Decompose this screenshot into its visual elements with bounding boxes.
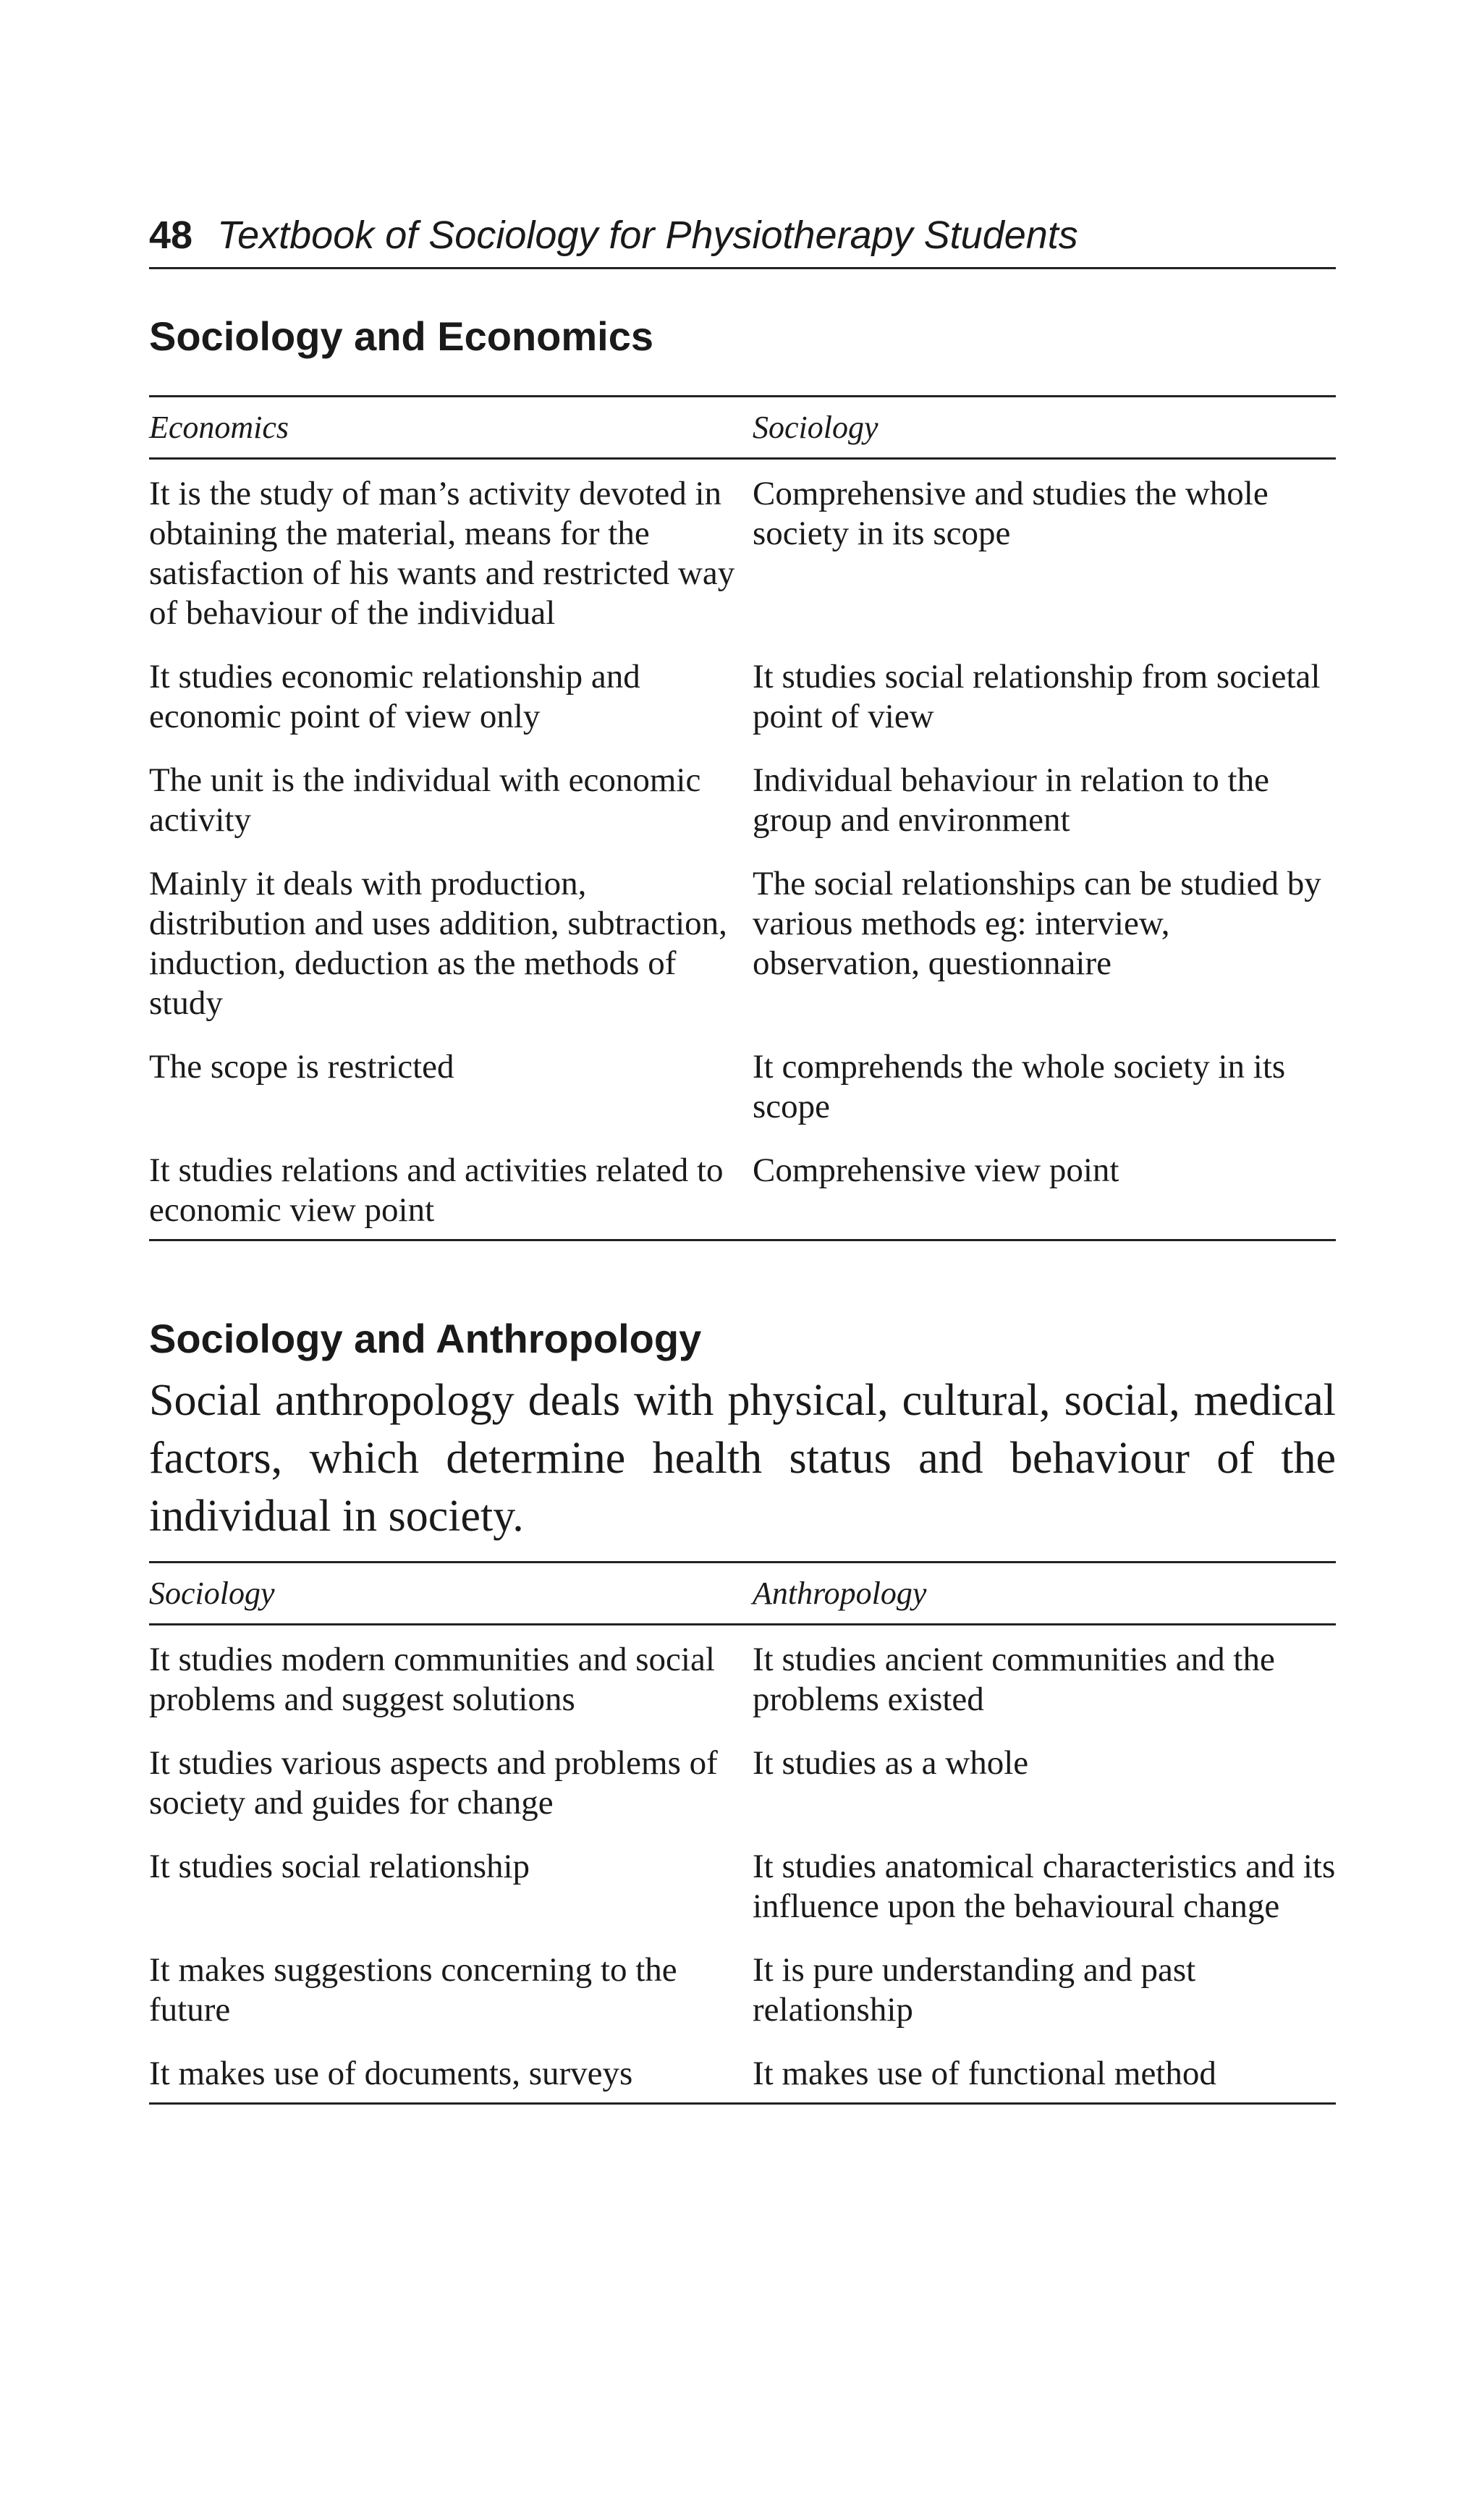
section-heading-anthropology: Sociology and Anthropology (149, 1315, 702, 1361)
table-cell: It studies social relationship (149, 1847, 530, 1885)
table-cell: It comprehends the whole society in its scope (753, 1047, 1286, 1125)
table-cell: It studies anatomical characteristics and its influence upon the behavioural change (753, 1847, 1336, 1925)
section-heading-economics: Sociology and Economics (149, 313, 654, 360)
table-row (149, 864, 1336, 1047)
table-cell: It studies as a whole (753, 1743, 1029, 1782)
table-cell: It makes use of documents, surveys (149, 2054, 633, 2092)
table-cell: The unit is the individual with economic activity (149, 761, 701, 839)
table-cell: The social relationships can be studied by various methods eg: interview, observation, questionnaire (753, 864, 1321, 982)
table-row (149, 1950, 1336, 2054)
running-head (149, 214, 1336, 269)
table-row (149, 1624, 1336, 1743)
table-cell: It studies relations and activities related to economic view point (149, 1151, 724, 1229)
table-cell: Comprehensive view point (753, 1151, 1119, 1189)
book-title: Textbook of Sociology for Physiotherapy Students (217, 213, 1078, 257)
table-cell: The scope is restricted (149, 1047, 454, 1086)
table-row (149, 2054, 1336, 2104)
table-cell: It studies social relationship from societal point of view (753, 657, 1321, 735)
table-cell: It makes suggestions concerning to the future (149, 1950, 677, 2029)
table-row (149, 1743, 1336, 1847)
economics-comparison-table (149, 395, 1336, 1241)
table-header-row (149, 1562, 1336, 1624)
table-cell: Individual behaviour in relation to the group and environment (753, 761, 1269, 839)
table-cell: It is the study of man’s activity devoted in obtaining the material, means for the satisfaction of his wants and restricted way of behaviour of the individual (149, 474, 735, 632)
column-header-sociology: Sociology (149, 1575, 275, 1611)
table-row (149, 761, 1336, 864)
column-header-economics: Economics (149, 409, 289, 445)
table-row (149, 458, 1336, 657)
column-header-anthropology: Anthropology (753, 1575, 927, 1611)
table-cell: Mainly it deals with production, distribution and uses addition, subtraction, induction, deduction as the methods of study (149, 864, 727, 1022)
table-cell: Comprehensive and studies the whole society in its scope (753, 474, 1269, 552)
table-row (149, 1047, 1336, 1151)
table-cell: It is pure understanding and past relationship (753, 1950, 1196, 2029)
table-row (149, 1847, 1336, 1950)
anthropology-intro-paragraph: Social anthropology deals with physical, cultural, social, medical factors, which determine health status and behaviour of the individual in society. (149, 1375, 1336, 1541)
table-cell: It studies various aspects and problems of society and guides for change (149, 1743, 718, 1822)
table-cell: It studies economic relationship and economic point of view only (149, 657, 640, 735)
table-cell: It makes use of functional method (753, 2054, 1216, 2092)
table-header-row (149, 396, 1336, 458)
table-cell: It studies modern communities and social problems and suggest solutions (149, 1640, 715, 1718)
table-row (149, 657, 1336, 761)
column-header-sociology: Sociology (753, 409, 878, 445)
anthropology-comparison-table (149, 1561, 1336, 2105)
page-number: 48 (149, 213, 193, 257)
book-page (149, 214, 1336, 2105)
table-row (149, 1151, 1336, 1240)
table-cell: It studies ancient communities and the problems existed (753, 1640, 1275, 1718)
